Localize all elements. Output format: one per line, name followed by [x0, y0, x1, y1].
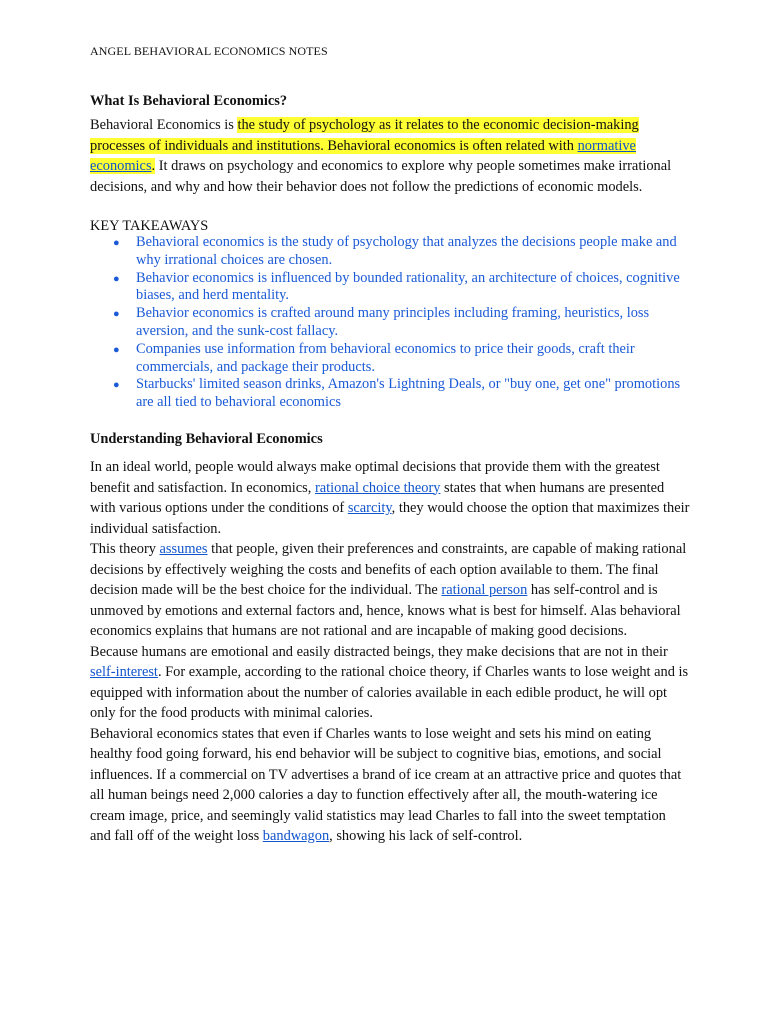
link-assumes[interactable]: assumes: [159, 541, 208, 557]
paragraph-text: Behavioral economics states that even if Charles wants to lose weight and sets his mind on eating healthy food going forward, his end behavior will be subject to cognitive bias, emotions, and social influences. If a commercial on TV advertises a brand of ice cream at an attractive price and quotes that all human beings need 2,000 calories a day to function effectively after all, the mouth-watering ice cream image, price, and seemingly valid statistics may lead Charles to fall into the sweet temptation and fall off of the weight loss: [90, 725, 682, 844]
paragraph-this-theory: [90, 539, 690, 642]
list-item: [90, 305, 690, 341]
paragraph-text: that people, given their preferences and constraints, are capable of making rational decisions by effectively weighing the costs and benefits of each option available to them. The final decision made will be the best choice for the individual. The: [90, 541, 687, 598]
link-self-interest[interactable]: self-interest: [90, 664, 158, 680]
paragraph-charles-example: [90, 724, 690, 847]
intro-text-2: It draws on psychology and economics to explore why people sometimes make irrational decisions, and why and how their behavior does not follow the predictions of economic models.: [90, 158, 672, 195]
section-heading-understanding: Understanding Behavioral Economics: [90, 431, 323, 447]
section-heading-what-is: What Is Behavioral Economics?: [90, 93, 288, 109]
paragraph-ideal-world: [90, 457, 690, 539]
paragraph-text: . For example, according to the rational choice theory, if Charles wants to lose weight and is equipped with information about the number of calories available in each edible product, he will opt only for the food products with minimal calories.: [90, 664, 689, 721]
takeaway-text: Companies use information from behavioral economics to price their goods, craft their commercials, and package their products.: [136, 340, 635, 375]
link-rational-choice-theory[interactable]: rational choice theory: [314, 479, 441, 496]
list-item: [90, 234, 690, 270]
intro-text-1: Behavioral Economics is: [90, 117, 238, 133]
key-takeaways-label: KEY TAKEAWAYS: [90, 218, 209, 234]
bullet-icon: ●: [113, 343, 120, 356]
paragraph-text: states that when humans are presented with various options under the conditions of: [90, 479, 665, 516]
link-scarcity[interactable]: scarcity: [347, 500, 392, 516]
list-item: [90, 270, 690, 306]
paragraph-emotional-beings: [90, 642, 690, 724]
understanding-body: [90, 457, 690, 847]
takeaway-text: Starbucks' limited season drinks, Amazon's Lightning Deals, or "buy one, get one" promotions are all tied to behavioral economics: [136, 376, 681, 411]
paragraph-text: , showing his lack of self-control.: [329, 828, 523, 844]
paragraph-text: , they would choose the option that maximizes their individual satisfaction.: [90, 500, 690, 537]
link-rational-person[interactable]: rational person: [441, 582, 528, 598]
highlighted-period: .: [151, 158, 156, 174]
list-item: [90, 341, 690, 377]
takeaway-text: Behavior economics is crafted around many principles including framing, heuristics, loss aversion, and the sunk-cost fallacy.: [136, 305, 650, 339]
bullet-icon: ●: [113, 272, 120, 285]
paragraph-text: This theory: [90, 541, 160, 557]
link-normative-economics[interactable]: normative economics: [90, 137, 636, 174]
takeaway-text: Behavioral economics is the study of psychology that analyzes the decisions people make and why irrational choices are chosen.: [136, 234, 677, 268]
document-header: ANGEL BEHAVIORAL ECONOMICS NOTES: [90, 44, 328, 58]
paragraph-text: has self-control and is unmoved by emotions and external factors and, hence, knows what is best for himself. Alas behavioral economics explains that humans are not rational and are incapable of making good decisions.: [90, 582, 681, 639]
highlighted-definition: the study of psychology as it relates to the economic decision-making processes of individuals and institutions. Behavioral economics is often related with: [90, 117, 639, 154]
bullet-icon: ●: [113, 379, 120, 392]
bullet-icon: ●: [113, 308, 120, 321]
list-item: [90, 376, 690, 412]
link-bandwagon[interactable]: bandwagon: [262, 828, 330, 844]
paragraph-text: In an ideal world, people would always make optimal decisions that provide them with the greatest benefit and satisfaction. In economics,: [90, 459, 660, 496]
key-takeaways-list: [90, 234, 690, 412]
intro-paragraph: [90, 115, 690, 197]
paragraph-text: Because humans are emotional and easily distracted beings, they make decisions that are not in their: [90, 643, 668, 660]
bullet-icon: ●: [113, 237, 120, 249]
takeaway-text: Behavior economics is influenced by bounded rationality, an architecture of choices, cognitive biases, and herd mentality.: [136, 269, 680, 304]
